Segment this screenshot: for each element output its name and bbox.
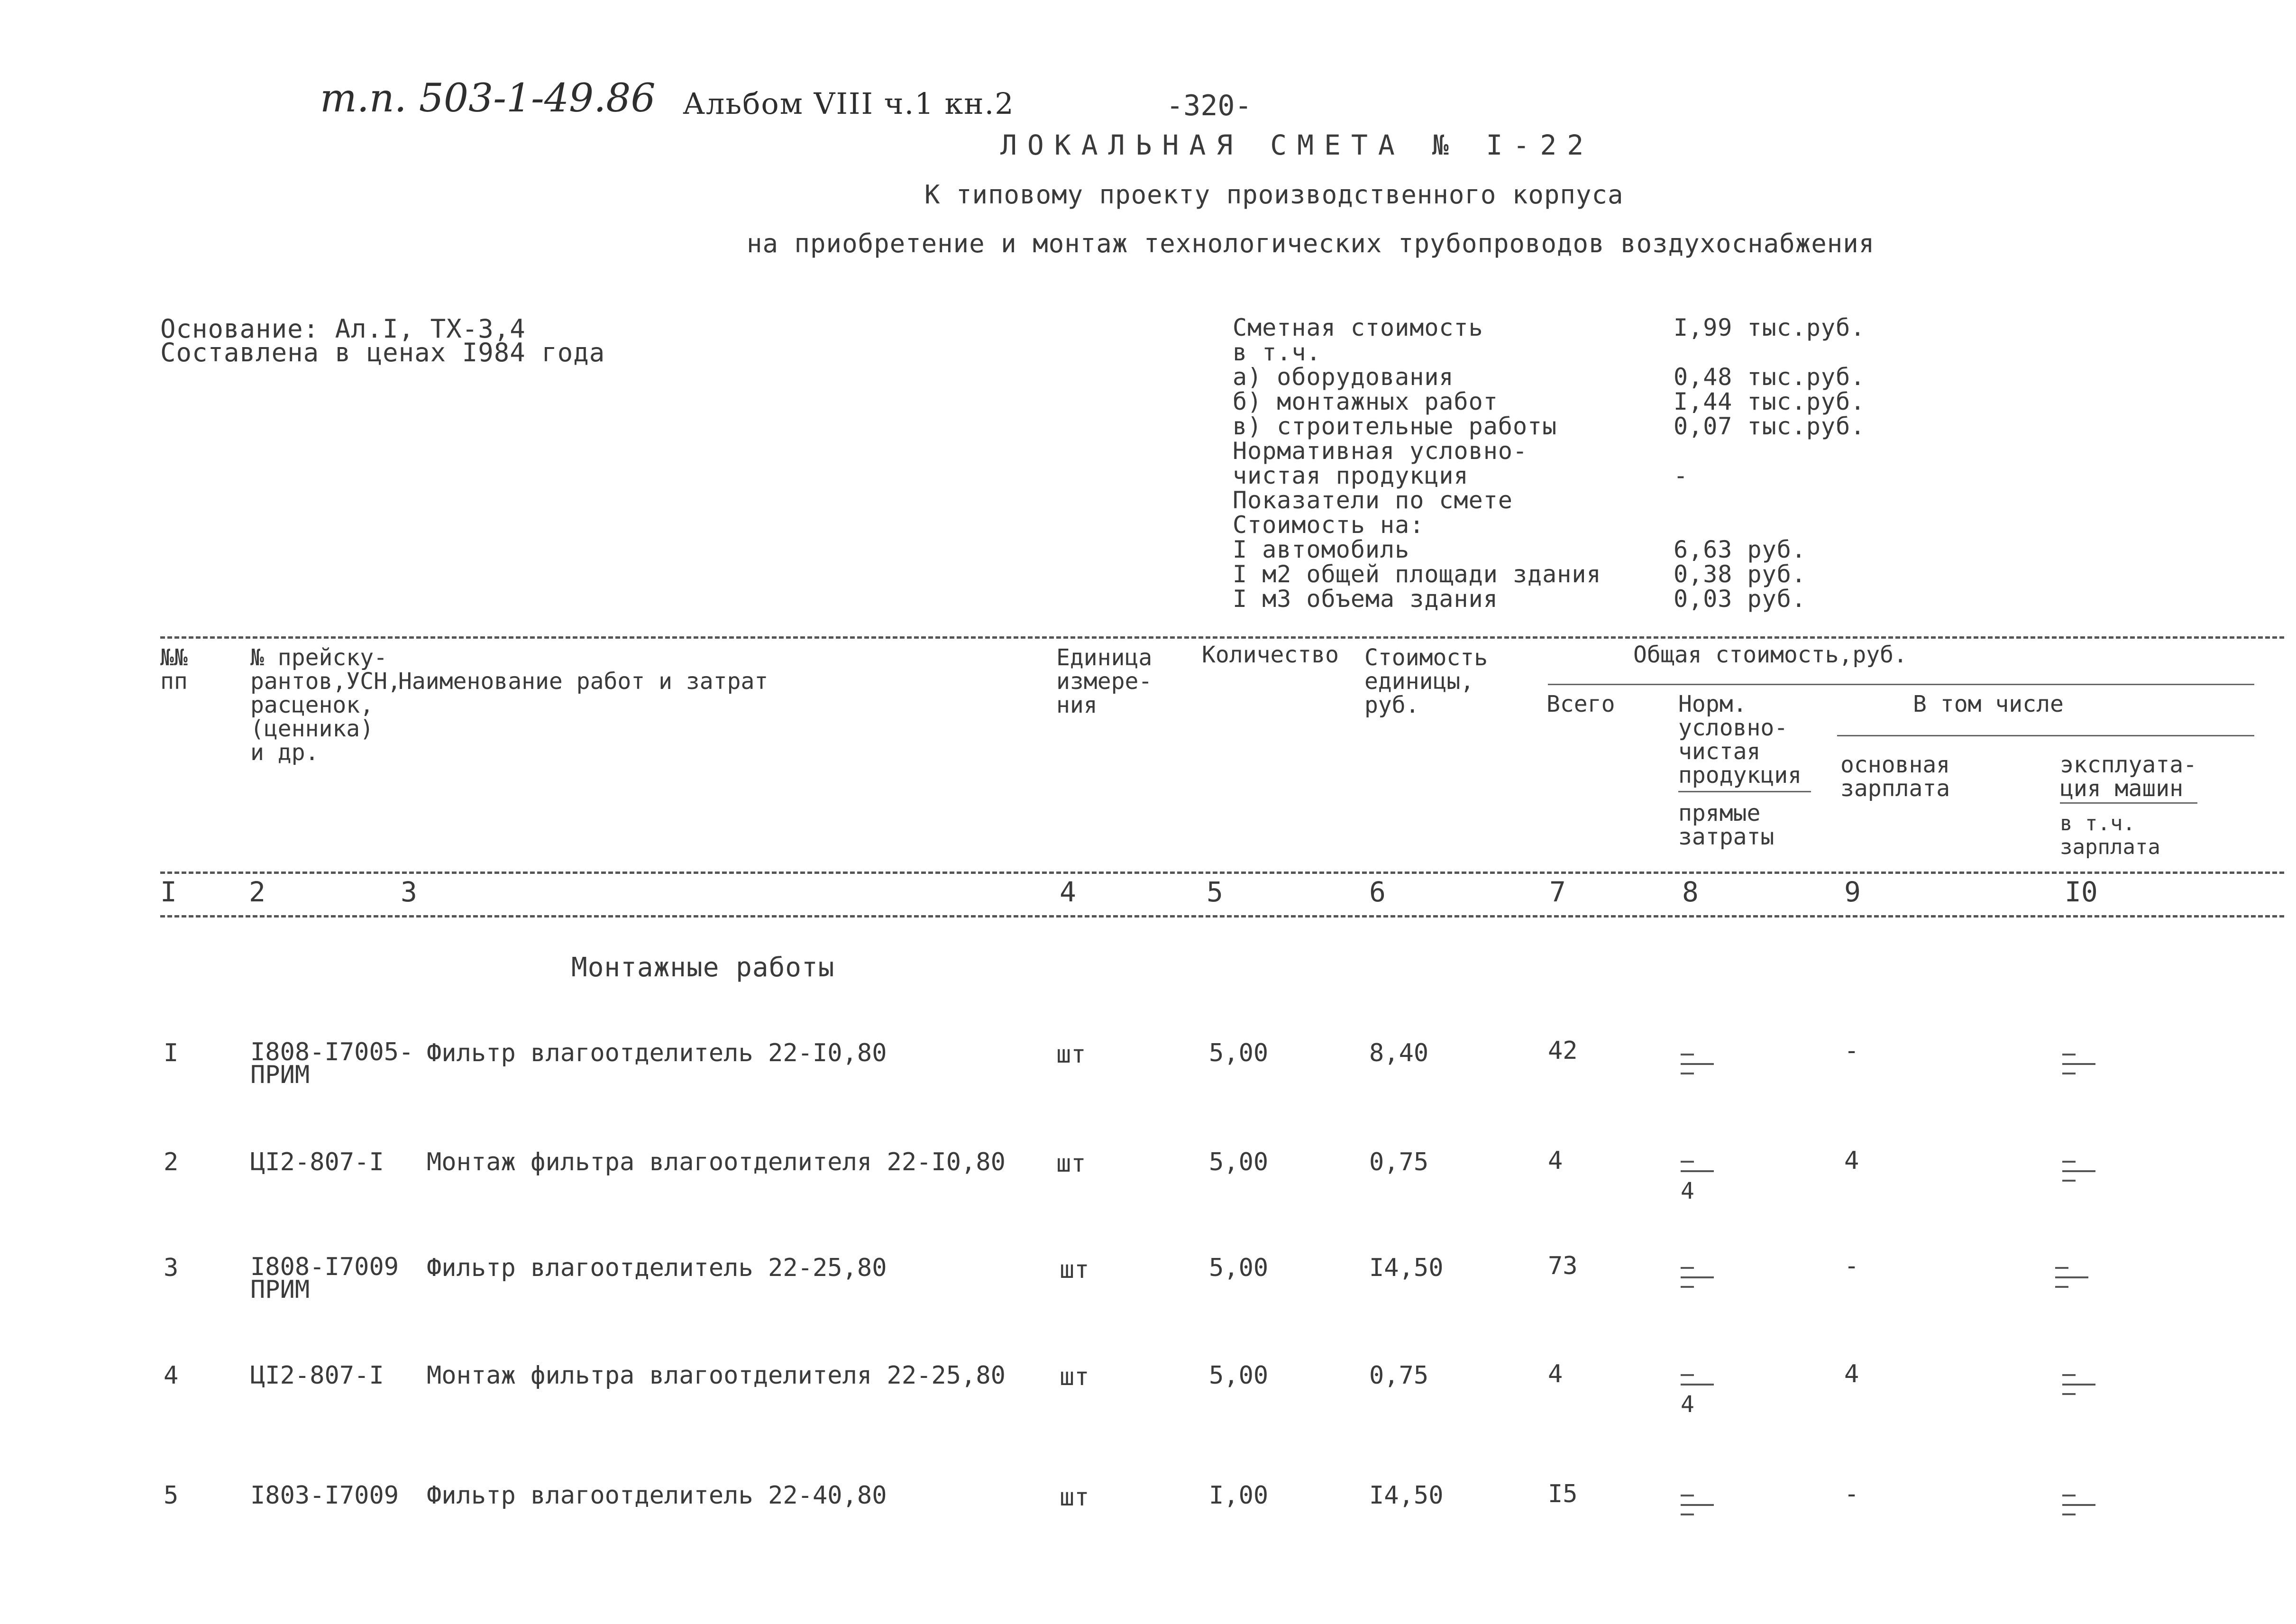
header-col-unit: Единица измере- ния (1056, 644, 1153, 718)
row-qty: 5,00 (1209, 1039, 1269, 1067)
row-norm-cell (1681, 1054, 1714, 1082)
header-col-name: Наименование работ и затрат (398, 668, 768, 695)
row-unit: шт (1056, 1040, 1086, 1069)
row-base-salary: 4 (1844, 1147, 1859, 1175)
summary-value (1674, 439, 1865, 463)
row-unit: шт (1060, 1483, 1089, 1512)
basis-line: Основание: Ал.I, ТХ-3,4 (160, 314, 526, 344)
summary-value: - (1674, 462, 1689, 489)
row-norm-cell (1681, 1267, 1714, 1295)
row-base-salary: - (1844, 1480, 1859, 1508)
header-col-base-salary: основная зарплата (1840, 752, 1950, 802)
summary-value: I,44 тыс.руб. (1674, 388, 1866, 415)
row-machines-cell (2062, 1161, 2095, 1189)
row-number: 5 (164, 1481, 179, 1510)
header-group-rule (1548, 684, 2254, 685)
row-norm-cell (1681, 1161, 1714, 1202)
summary-values (1674, 315, 1865, 611)
row-code: ЦI2-807-I (250, 1148, 384, 1176)
table-top-rule (160, 636, 2284, 639)
summary-value: 6,63 руб. (1674, 536, 1806, 563)
header-col-machines-salary: в т.ч. зарплата (2060, 811, 2160, 859)
summary-label: Показатели по смете (1233, 486, 1513, 514)
document-subtitle: К типовому проекту производственного корпуса (924, 180, 1624, 210)
column-number: 4 (1060, 876, 1076, 908)
row-name: Фильтр влагоотделитель 22-40,80 (427, 1481, 887, 1510)
row-base-salary: 4 (1844, 1360, 1859, 1388)
summary-value (1674, 488, 1865, 513)
row-total: 4 (1548, 1147, 1563, 1175)
header-col-norm: Норм. условно- чистая продукция (1678, 691, 1802, 789)
row-unit-price: 0,75 (1369, 1148, 1429, 1176)
row-machines-cell (2062, 1495, 2095, 1523)
row-total: 4 (1548, 1360, 1563, 1388)
row-name: Монтаж фильтра влагоотделителя 22-25,80 (427, 1361, 1006, 1390)
row-unit: шт (1056, 1149, 1086, 1178)
row-code: I808-I7009 ПРИМ (250, 1253, 399, 1304)
summary-value: 0,48 тыс.руб. (1674, 363, 1866, 391)
row-name: Монтаж фильтра влагоотделителя 22-I0,80 (427, 1148, 1006, 1176)
prices-year-line: Составлена в ценах I984 года (160, 338, 605, 367)
summary-label: I м2 общей площади здания (1233, 560, 1601, 588)
column-number: 2 (249, 876, 265, 908)
header-col-machines: эксплуата- ция машин (2060, 752, 2197, 802)
summary-label: Сметная стоимость (1233, 314, 1483, 341)
row-unit-price: 8,40 (1369, 1039, 1429, 1067)
summary-value: 0,07 тыс.руб. (1674, 413, 1866, 440)
header-machines-underline (2060, 802, 2197, 804)
row-machines-cell (2062, 1054, 2095, 1082)
row-number: 3 (164, 1254, 179, 1282)
row-total: 42 (1548, 1037, 1578, 1065)
summary-label: в) строительные работы (1233, 413, 1557, 440)
header-col-qty: Количество (1202, 642, 1339, 668)
header-col-number: №№ пп (160, 644, 188, 695)
header-col-code: № прейску- рантов,УСН, расценок, (ценника) и др. (250, 644, 401, 766)
row-unit-price: I4,50 (1369, 1254, 1444, 1282)
header-norm-underline (1678, 791, 1811, 792)
row-code: ЦI2-807-I (250, 1361, 384, 1390)
summary-label: Стоимость на: (1233, 511, 1425, 539)
summary-label: б) монтажных работ (1233, 388, 1498, 415)
column-number: 3 (401, 876, 417, 908)
row-name: Фильтр влагоотделитель 22-I0,80 (427, 1039, 887, 1067)
row-number: 4 (164, 1361, 179, 1390)
summary-label: I м3 объема здания (1233, 585, 1498, 613)
summary-value (1674, 340, 1865, 365)
header-subgroup-rule (1837, 735, 2254, 736)
row-total: 73 (1548, 1252, 1578, 1280)
row-norm-cell (1681, 1495, 1714, 1523)
header-in-that-number: В том числе (1913, 691, 2064, 717)
row-code: I808-I7005- ПРИМ (250, 1038, 414, 1089)
row-qty: 5,00 (1209, 1254, 1269, 1282)
row-number: 2 (164, 1148, 179, 1176)
row-unit-price: 0,75 (1369, 1361, 1429, 1390)
document-subtitle-2: на приобретение и монтаж технологических трубопроводов воздухоснабжения (747, 229, 1875, 258)
row-norm-cell (1681, 1374, 1714, 1416)
row-machines-cell (2055, 1267, 2088, 1295)
summary-label: а) оборудования (1233, 363, 1454, 391)
row-number: I (164, 1039, 179, 1067)
summary-labels (1233, 315, 1601, 611)
row-unit: шт (1060, 1256, 1089, 1284)
header-col-direct-costs: прямые затраты (1678, 800, 1775, 850)
column-number: I0 (2065, 876, 2098, 908)
row-machines-cell (2062, 1374, 2095, 1403)
row-qty: I,00 (1209, 1481, 1269, 1510)
row-direct-costs: 4 (1681, 1391, 1694, 1418)
column-number: I (160, 876, 177, 908)
page-number: -320- (1166, 89, 1252, 122)
summary-label: чистая продукция (1233, 462, 1469, 489)
column-number: 5 (1207, 876, 1223, 908)
row-name: Фильтр влагоотделитель 22-25,80 (427, 1254, 887, 1282)
section-title: Монтажные работы (571, 952, 835, 983)
row-qty: 5,00 (1209, 1148, 1269, 1176)
summary-label: в т.ч. (1233, 339, 1321, 366)
row-unit: шт (1060, 1363, 1089, 1391)
row-base-salary: - (1844, 1037, 1859, 1065)
summary-value (1674, 513, 1865, 537)
column-number: 9 (1844, 876, 1861, 908)
column-number: 7 (1549, 876, 1566, 908)
header-total-group: Общая стоимость,руб. (1633, 642, 1907, 668)
row-qty: 5,00 (1209, 1361, 1269, 1390)
summary-value: 0,38 руб. (1674, 560, 1806, 588)
row-total: I5 (1548, 1480, 1578, 1508)
summary-label: I автомобиль (1233, 536, 1410, 563)
column-number: 6 (1369, 876, 1386, 908)
document-title: ЛОКАЛЬНАЯ СМЕТА № I-22 (1000, 129, 1594, 161)
row-base-salary: - (1844, 1252, 1859, 1280)
summary-label: Нормативная условно- (1233, 437, 1528, 465)
summary-value: 0,03 руб. (1674, 585, 1806, 613)
doc-reference: т.п. 503-1-49.86 (320, 76, 656, 121)
column-number: 8 (1682, 876, 1699, 908)
header-col-unit-price: Стоимость единицы, руб. (1364, 644, 1488, 718)
row-code: I803-I7009 (250, 1481, 399, 1510)
album-label: Альбом VIII ч.1 кн.2 (683, 86, 1015, 121)
numbers-bottom-rule (160, 915, 2284, 918)
summary-value: I,99 тыс.руб. (1674, 314, 1866, 341)
header-bottom-rule (160, 872, 2284, 874)
row-direct-costs: 4 (1681, 1178, 1694, 1204)
row-unit-price: I4,50 (1369, 1481, 1444, 1510)
header-col-total: Всего (1546, 691, 1615, 717)
